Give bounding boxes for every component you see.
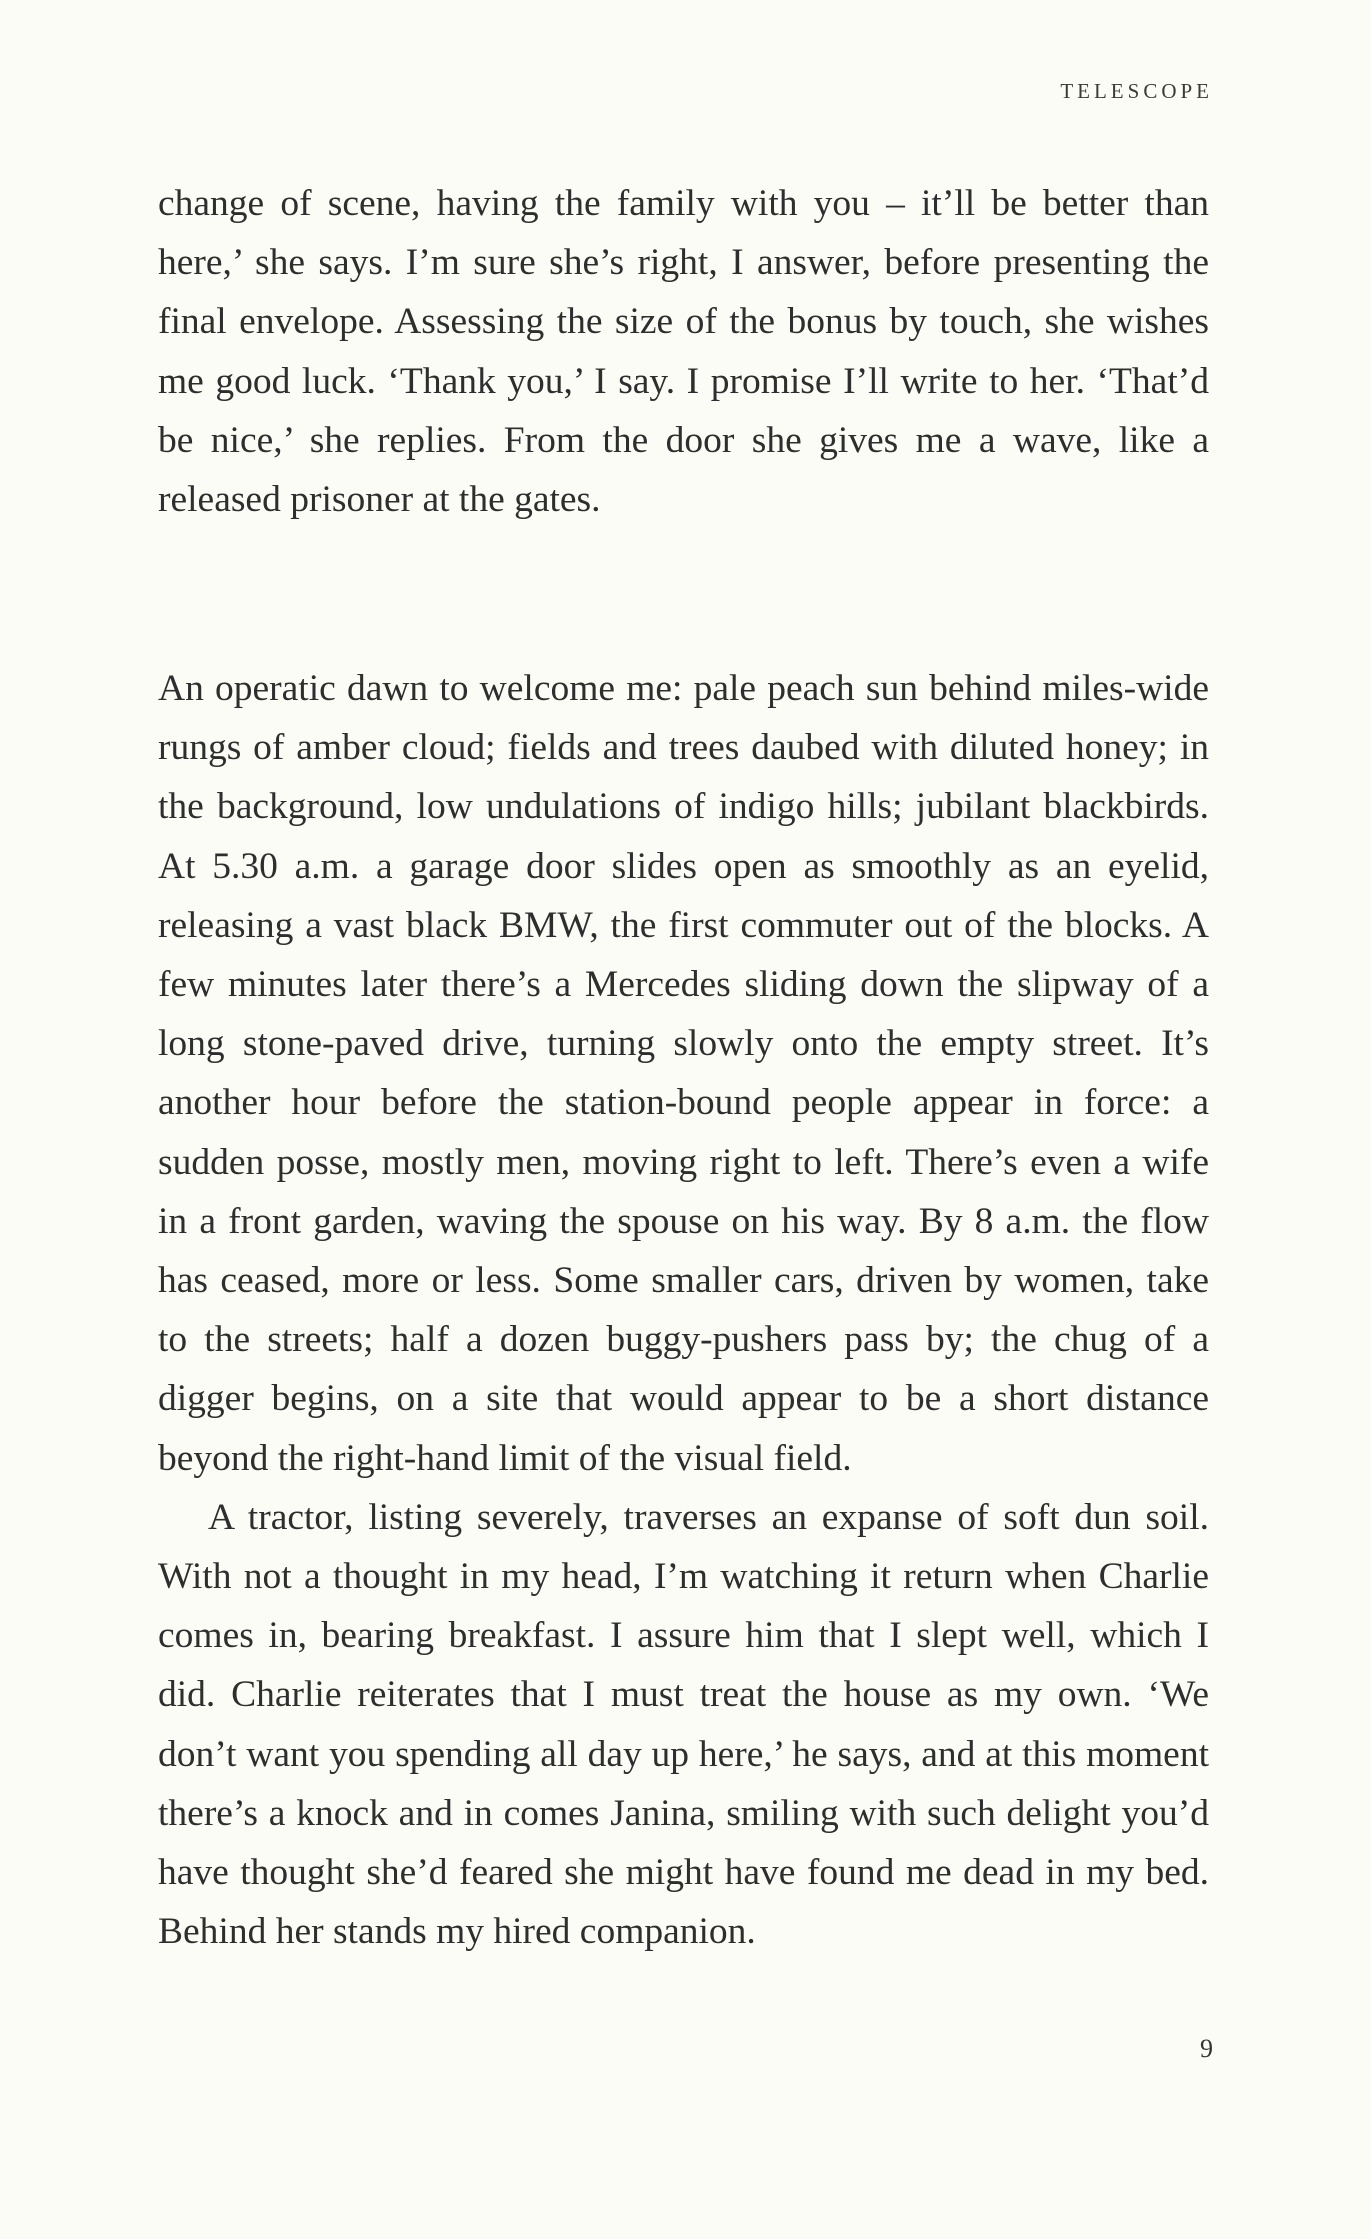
paragraph-dawn: An operatic dawn to welcome me: pale peach sun behind miles-wide rungs of amber cloud; fields and trees daubed with diluted honey; in the background, low undulations of indigo hills; jubilant blackbirds. At 5.30 a.m. a garage door slides open as smoothly as an eyelid, releasing a vast black BMW, the first commuter out of the blocks. A few minutes later there’s a Mercedes sliding down the slipway of a long stone-paved drive, turning slowly onto the empty street. It’s another hour before the station-bound people appear in force: a sudden posse, mostly men, moving right to left. There’s even a wife in a front garden, waving the spouse on his way. By 8 a.m. the flow has ceased, more or less. Some smaller cars, driven by women, take to the streets; half a dozen buggy-pushers pass by; the chug of a digger begins, on a site that would appear to be a short distance beyond the right-hand limit of the visual field.	[158, 668, 1209, 1479]
page-number: 9	[1200, 2034, 1213, 2063]
paragraph-tractor: A tractor, listing severely, traverses an expanse of soft dun soil. With not a thought in my head, I’m watching it return when Charlie comes in, bearing breakfast. I assure him that I slept well, which I did. Charlie reiterates that I must treat the house as my own. ‘We don’t want you spending all day up here,’ he says, and at this moment there’s a knock and in comes Janina, smiling with such delight you’d have thought she’d feared she might have found me dead in my bed. Behind her stands my hired companion.	[158, 1496, 1209, 1953]
paragraph-continued: change of scene, having the family with you – it’ll be better than here,’ she says. I’m sure she’s right, I answer, before presenting the final envelope. Assessing the size of the bonus by touch, she wishes me good luck. ‘Thank you,’ I say. I promise I’ll write to her. ‘That’d be nice,’ she replies. From the door she gives me a wave, like a released prisoner at the gates.	[158, 183, 1209, 521]
text-block-continued	[158, 174, 1209, 529]
text-block-new-section	[158, 659, 1209, 1961]
running-head: TELESCOPE	[1060, 79, 1213, 103]
